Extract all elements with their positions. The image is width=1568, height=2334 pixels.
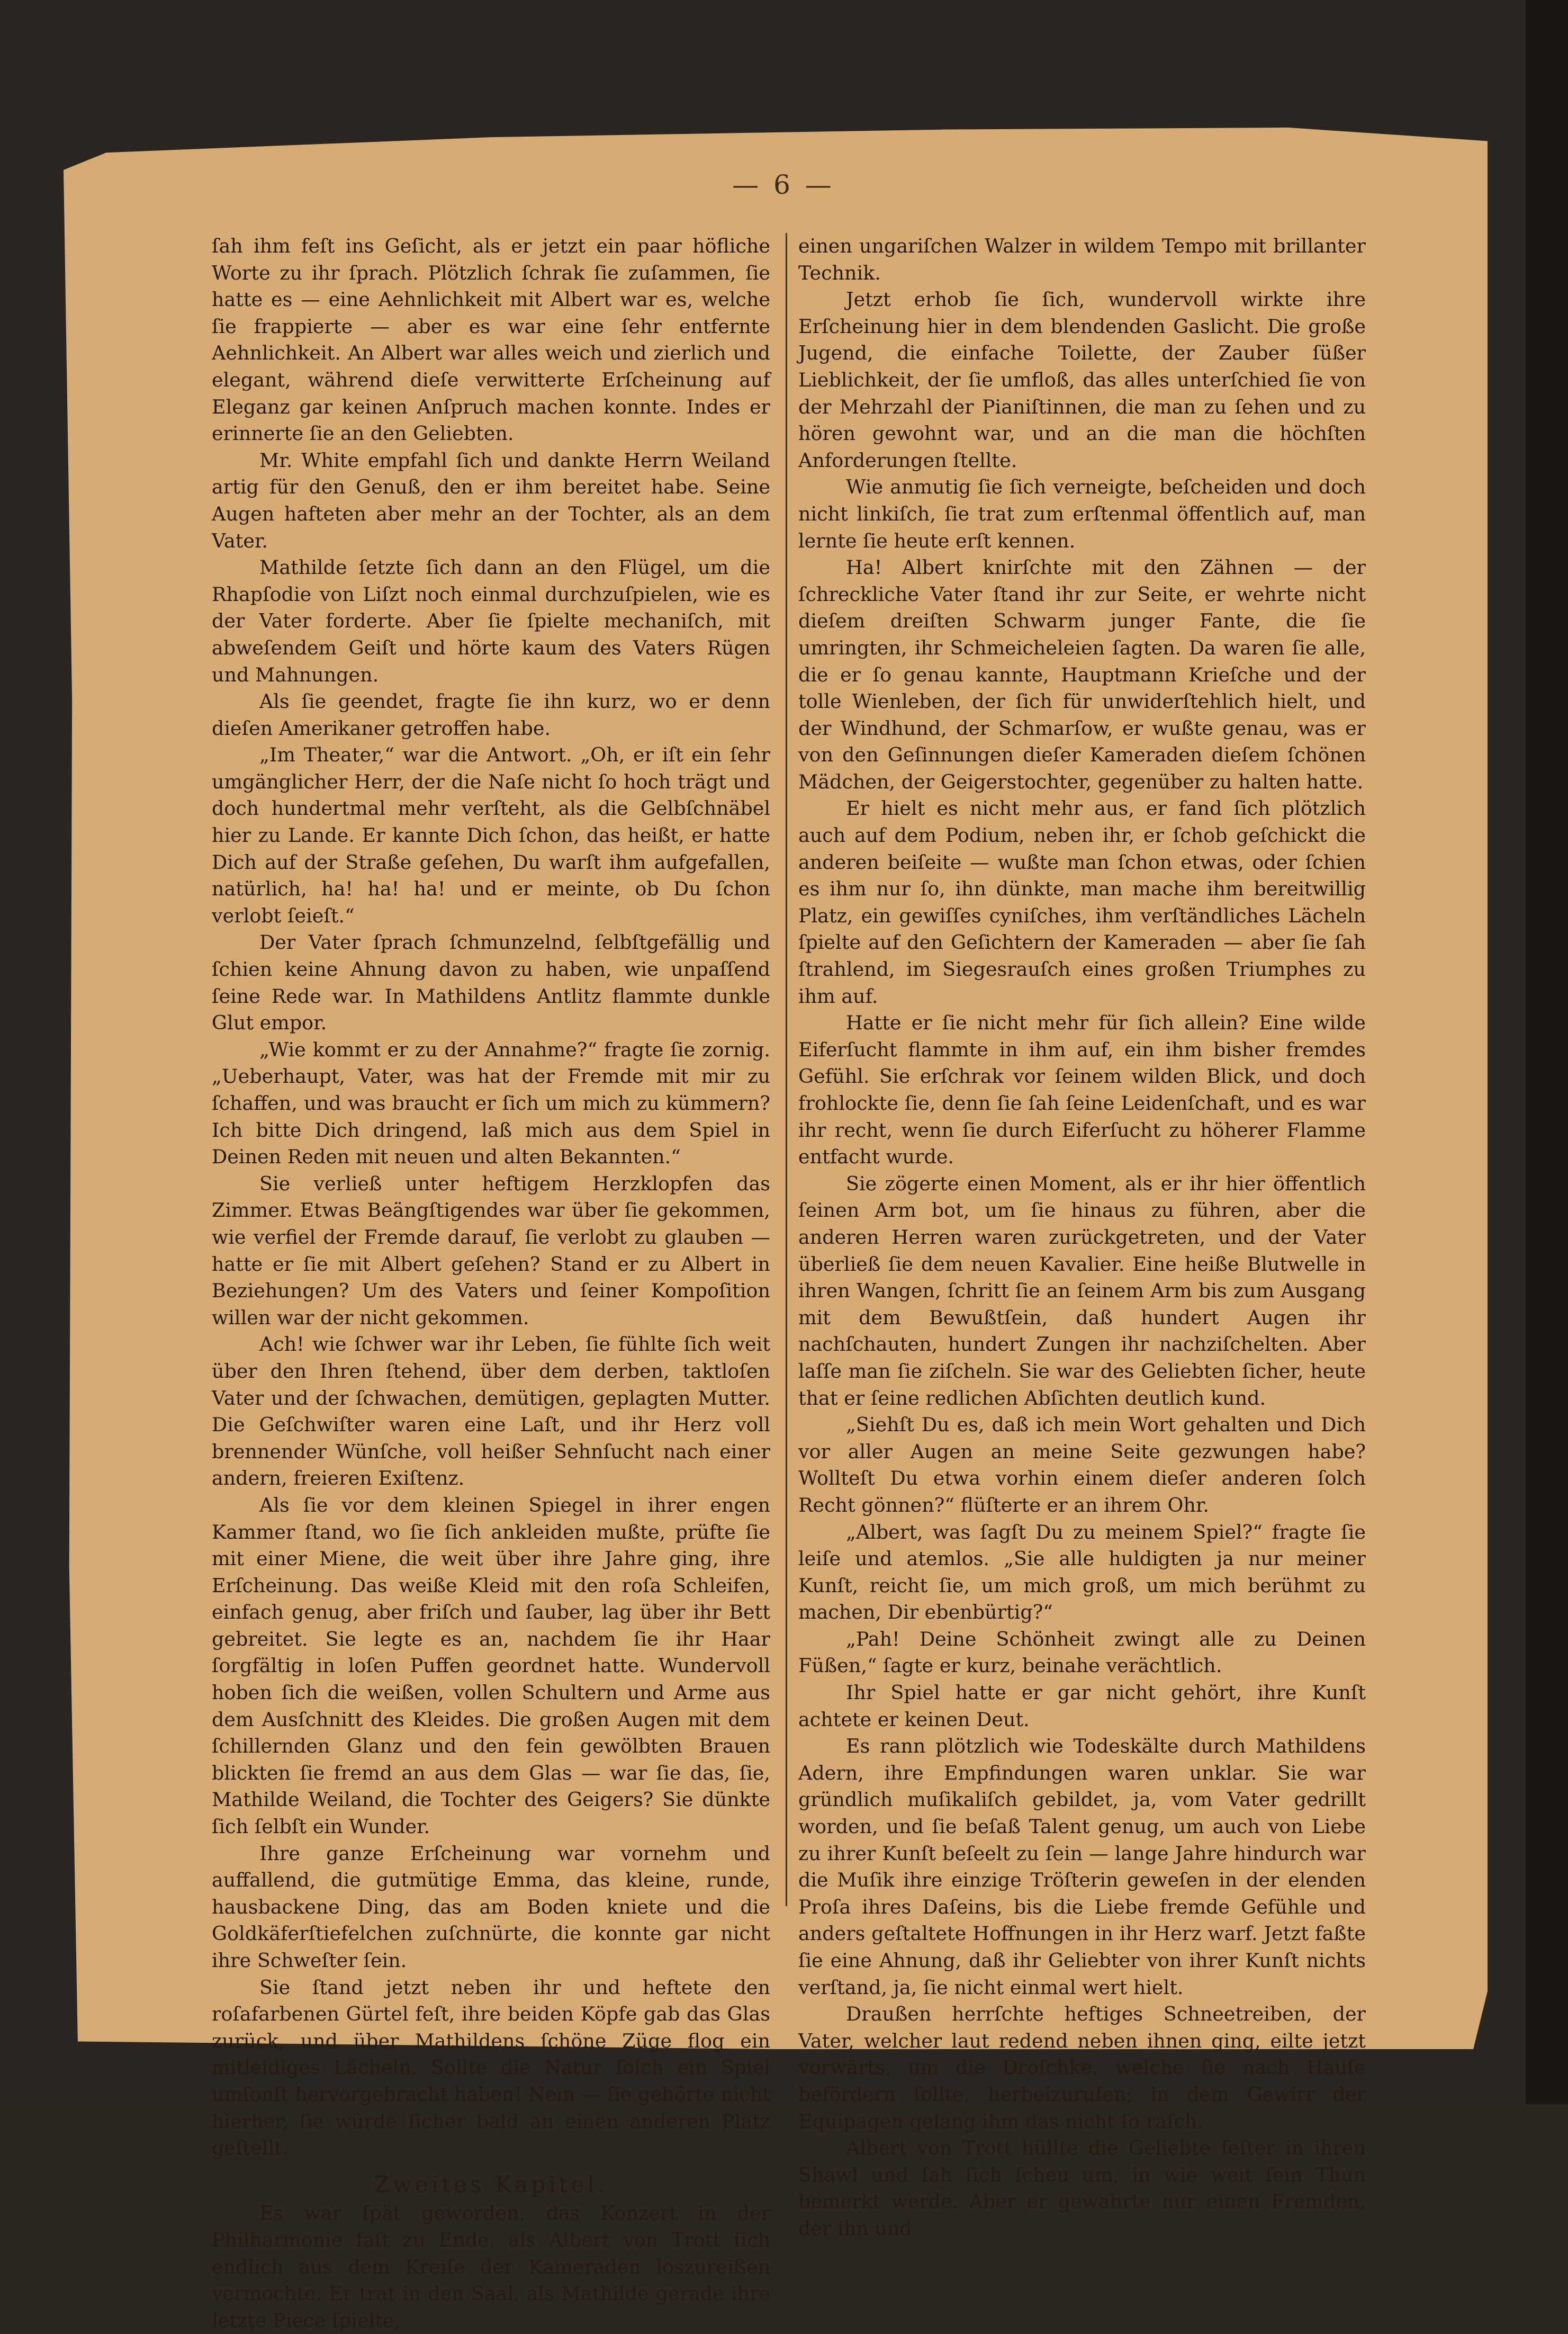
left-paragraph-13: Es war ſpät geworden, das Konzert in der Philharmonie faſt zu Ende, als Albert von Trott ſich endlich aus dem Kreiſe der Kameraden loszureißen vermochte. Er trat in den Saal, als Mathilde gerade ihre letzte Pièce ſpielte, — [212, 2202, 770, 2332]
right-paragraph-9: „Albert, was ſagſt Du zu meinem Spiel?“ fragte ſie leiſe und atemlos. „Sie alle huldigten ja nur meiner Kunſt, reicht ſie, um mich groß, um mich berühmt zu machen, Dir ebenbürtig?“ — [798, 1520, 1366, 1624]
right-paragraph-3: Wie anmutig ſie ſich verneigte, beſcheiden und doch nicht linkiſch, ſie trat zum erſtenmal öffentlich auf, man lernte ſie heute erſt kennen. — [798, 475, 1366, 552]
right-paragraph-11: Ihr Spiel hatte er gar nicht gehört, ihre Kunſt achtete er keinen Deut. — [798, 1681, 1366, 1731]
left-paragraph-1: ſah ihm feſt ins Geſicht, als er jetzt ein paar höfliche Worte zu ihr ſprach. Plötzlich ſchrak ſie zuſammen, ſie hatte es — eine Aehnlichkeit mit Albert war es, welche ſie frappierte — aber es war eine ſehr entfernte Aehnlichkeit. An Albert war alles weich und zierlich und elegant, während dieſe verwitterte Erſcheinung auf Eleganz gar keinen Anſpruch machen konnte. Indes er erinnerte ſie an den Geliebten. — [212, 235, 770, 445]
chapter-heading: Zweites Kapitel. — [374, 2171, 608, 2197]
right-paragraph-13: Draußen herrſchte heftiges Schneetreiben, der Vater, welcher laut redend neben ihnen ging, eilte jetzt vorwärts, um die Droſchke, welche ſie nach Hauſe befördern ſollte, herbeizurufen; in dem Gewirr der Equipagen gelang ihm das nicht ſo raſch. — [798, 2003, 1366, 2133]
right-column — [798, 233, 1366, 2242]
right-paragraph-7: Sie zögerte einen Moment, als er ihr hier öffentlich ſeinen Arm bot, um ſie hinaus zu führen, aber die anderen Herren waren zurückgetreten, und der Vater überließ ſie dem neuen Kavalier. Eine heiße Blutwelle in ihren Wangen, ſchritt ſie an ſeinem Arm bis zum Ausgang mit dem Bewußtſein, daß hundert Augen ihr nachſchauten, hundert Zungen ihr nachziſchelten. Aber laſſe man ſie ziſcheln. Sie war des Geliebten ſicher, heute that er ſeine redlichen Abſichten deutlich kund. — [798, 1172, 1366, 1410]
left-paragraph-12: Sie ſtand jetzt neben ihr und heftete den roſafarbenen Gürtel feſt, ihre beiden Köpfe gab das Glas zurück, und über Mathildens ſchöne Züge flog ein mitleidiges Lächeln. Sollte die Natur ſolch ein Spiel umſonſt hervorgebracht haben! Nein — ſie gehörte nicht hierher, ſie würde ſicher bald an einen anderen Platz geſtellt. — [212, 1976, 770, 2160]
left-paragraph-3: Mathilde ſetzte ſich dann an den Flügel, um die Rhapſodie von Liſzt noch einmal durchzuſpielen, wie es der Vater forderte. Aber ſie ſpielte mechaniſch, mit abweſendem Geiſt und hörte kaum des Vaters Rügen und Mahnungen. — [212, 556, 770, 686]
left-paragraph-4: Als ſie geendet, fragte ſie ihn kurz, wo er denn dieſen Amerikaner getroffen habe. — [212, 690, 770, 740]
scanner-edge — [1526, 0, 1568, 2104]
left-paragraph-6: Der Vater ſprach ſchmunzelnd, ſelbſtgefällig und ſchien keine Ahnung davon zu haben, wie unpaſſend ſeine Rede war. In Mathildens Antlitz flammte dunkle Glut empor. — [212, 931, 770, 1035]
page-number: — 6 — — [732, 169, 835, 200]
left-paragraph-5: „Im Theater,“ war die Antwort. „Oh, er iſt ein ſehr umgänglicher Herr, der die Naſe nicht ſo hoch trägt und doch hundertmal mehr verſteht, als die Gelbſchnäbel hier zu Lande. Er kannte Dich ſchon, das heißt, er hatte Dich auf der Straße geſehen, Du warſt ihm aufgefallen, natürlich, ha! ha! ha! und er meinte, ob Du ſchon verlobt ſeieſt.“ — [212, 743, 770, 927]
right-paragraph-1: einen ungariſchen Walzer in wildem Tempo mit brillanter Technik. — [798, 235, 1366, 284]
left-paragraph-2: Mr. White empfahl ſich und dankte Herrn Weiland artig für den Genuß, den er ihm bereitet habe. Seine Augen hafteten aber mehr an der Tochter, als an dem Vater. — [212, 448, 770, 552]
left-paragraph-8: Sie verließ unter heftigem Herzklopfen das Zimmer. Etwas Beängſtigendes war über ſie gekommen, wie verfiel der Fremde darauf, ſie verlobt zu glauben — hatte er ſie mit Albert geſehen? Stand er zu Albert in Beziehungen? Um des Vaters und ſeiner Kompoſition willen war der nicht gekommen. — [212, 1172, 770, 1329]
right-paragraph-10: „Pah! Deine Schönheit zwingt alle zu Deinen Füßen,“ ſagte er kurz, beinahe verächtlich. — [798, 1627, 1366, 1677]
left-paragraph-11: Ihre ganze Erſcheinung war vornehm und auffallend, die gutmütige Emma, das kleine, runde, hausbackene Ding, das am Boden kniete und die Goldkäferſtiefelchen zuſchnürte, die konnte gar nicht ihre Schweſter ſein. — [212, 1842, 770, 1972]
column-rule — [786, 233, 787, 1906]
right-paragraph-14: Albert von Trott hüllte die Geliebte feſter in ihren Shawl und ſah ſich ſcheu um, in wie weit ſein Thun bemerkt werde. Aber er gewahrte nur einen Fremden, der ihn und — [798, 2136, 1366, 2240]
left-paragraph-10: Als ſie vor dem kleinen Spiegel in ihrer engen Kammer ſtand, wo ſie ſich ankleiden mußte, prüfte ſie mit einer Miene, die weit über ihre Jahre ging, ihre Erſcheinung. Das weiße Kleid mit den roſa Schleifen, einfach genug, aber friſch und ſauber, lag über ihr Bett gebreitet. Sie legte es an, nachdem ſie ihr Haar ſorgfältig in loſen Puffen geordnet hatte. Wundervoll hoben ſich die weißen, vollen Schultern und Arme aus dem Ausſchnitt des Kleides. Die großen Augen mit dem ſchillernden Glanz und den fein gewölbten Brauen blickten ſie fremd an aus dem Glas — war ſie das, ſie, Mathilde Weiland, die Tochter des Geigers? Sie dünkte ſich ſelbſt ein Wunder. — [212, 1493, 770, 1838]
right-paragraph-12: Es rann plötzlich wie Todeskälte durch Mathildens Adern, ihre Empfindungen waren unklar. Sie war gründlich muſikaliſch gebildet, ja, vom Vater gedrillt worden, und ſie beſaß Talent genug, um auch von Liebe zu ihrer Kunſt beſeelt zu ſein — lange Jahre hindurch war die Muſik ihre einzige Tröſterin geweſen in der elenden Proſa ihres Daſeins, bis die Liebe fremde Gefühle und anders geſtaltete Hoffnungen in ihr Herz warf. Jetzt faßte ſie eine Ahnung, daß ihr Geliebter von ihrer Kunſt nichts verſtand, ja, ſie nicht einmal wert hielt. — [798, 1735, 1366, 1999]
right-paragraph-6: Hatte er ſie nicht mehr für ſich allein? Eine wilde Eiferſucht flammte in ihm auf, ein ihm bisher fremdes Gefühl. Sie erſchrak vor ſeinem wilden Blick, und doch frohlockte ſie, denn ſie ſah ſeine Leidenſchaft, und es war ihr recht, wenn ſie durch Eiferſucht zu höherer Flamme entfacht wurde. — [798, 1011, 1366, 1169]
right-paragraph-8: „Siehſt Du es, daß ich mein Wort gehalten und Dich vor aller Augen an meine Seite gezwungen habe? Wollteſt Du etwa vorhin einem dieſer anderen ſolch Recht gönnen?“ flüſterte er an ihrem Ohr. — [798, 1413, 1366, 1516]
right-paragraph-5: Er hielt es nicht mehr aus, er fand ſich plötzlich auch auf dem Podium, neben ihr, er ſchob geſchickt die anderen beiſeite — wußte man ſchon etwas, oder ſchien es ihm nur ſo, ihn dünkte, man mache ihm bereitwillig Platz, ein gewiſſes cyniſches, ihm verſtändliches Lächeln ſpielte auf den Geſichtern der Kameraden — aber ſie ſah ſtrahlend, im Siegesrauſch eines großen Triumphes zu ihm auf. — [798, 797, 1366, 1008]
left-paragraph-7: „Wie kommt er zu der Annahme?“ fragte ſie zornig. „Ueberhaupt, Vater, was hat der Fremde mit mir zu ſchaffen, und was braucht er ſich um mich zu kümmern? Ich bitte Dich dringend, laß mich aus dem Spiel in Deinen Reden mit neuen und alten Bekannten.“ — [212, 1038, 770, 1169]
left-column — [212, 233, 770, 2334]
right-paragraph-2: Jetzt erhob ſie ſich, wundervoll wirkte ihre Erſcheinung hier in dem blendenden Gaslicht. Die große Jugend, die einfache Toilette, der Zauber ſüßer Lieblichkeit, der ſie umfloß, das alles unterſchied ſie von der Mehrzahl der Pianiſtinnen, die man zu ſehen und zu hören gewohnt war, und an die man die höchſten Anforderungen ſtellte. — [798, 288, 1366, 472]
right-paragraph-4: Ha! Albert knirſchte mit den Zähnen — der ſchreckliche Vater ſtand ihr zur Seite, er wehrte nicht dieſem dreiſten Schwarm junger Fante, die ſie umringten, ihr Schmeicheleien ſagten. Da waren ſie alle, die er ſo genau kannte, Hauptmann Krieſche und der tolle Wienleben, der ſich für unwiderſtehlich hielt, und der Windhund, der Schmarſow, er wußte genau, was er von den Geſinnungen dieſer Kameraden dieſem ſchönen Mädchen, der Geigerstochter, gegenüber zu halten hatte. — [798, 556, 1366, 793]
left-paragraph-9: Ach! wie ſchwer war ihr Leben, ſie fühlte ſich weit über den Ihren ſtehend, über dem derben, taktloſen Vater und der ſchwachen, demütigen, geplagten Mutter. Die Geſchwiſter waren eine Laſt, und ihr Herz voll brennender Wünſche, voll heißer Sehnſucht nach einer andern, freieren Exiſtenz. — [212, 1333, 770, 1490]
